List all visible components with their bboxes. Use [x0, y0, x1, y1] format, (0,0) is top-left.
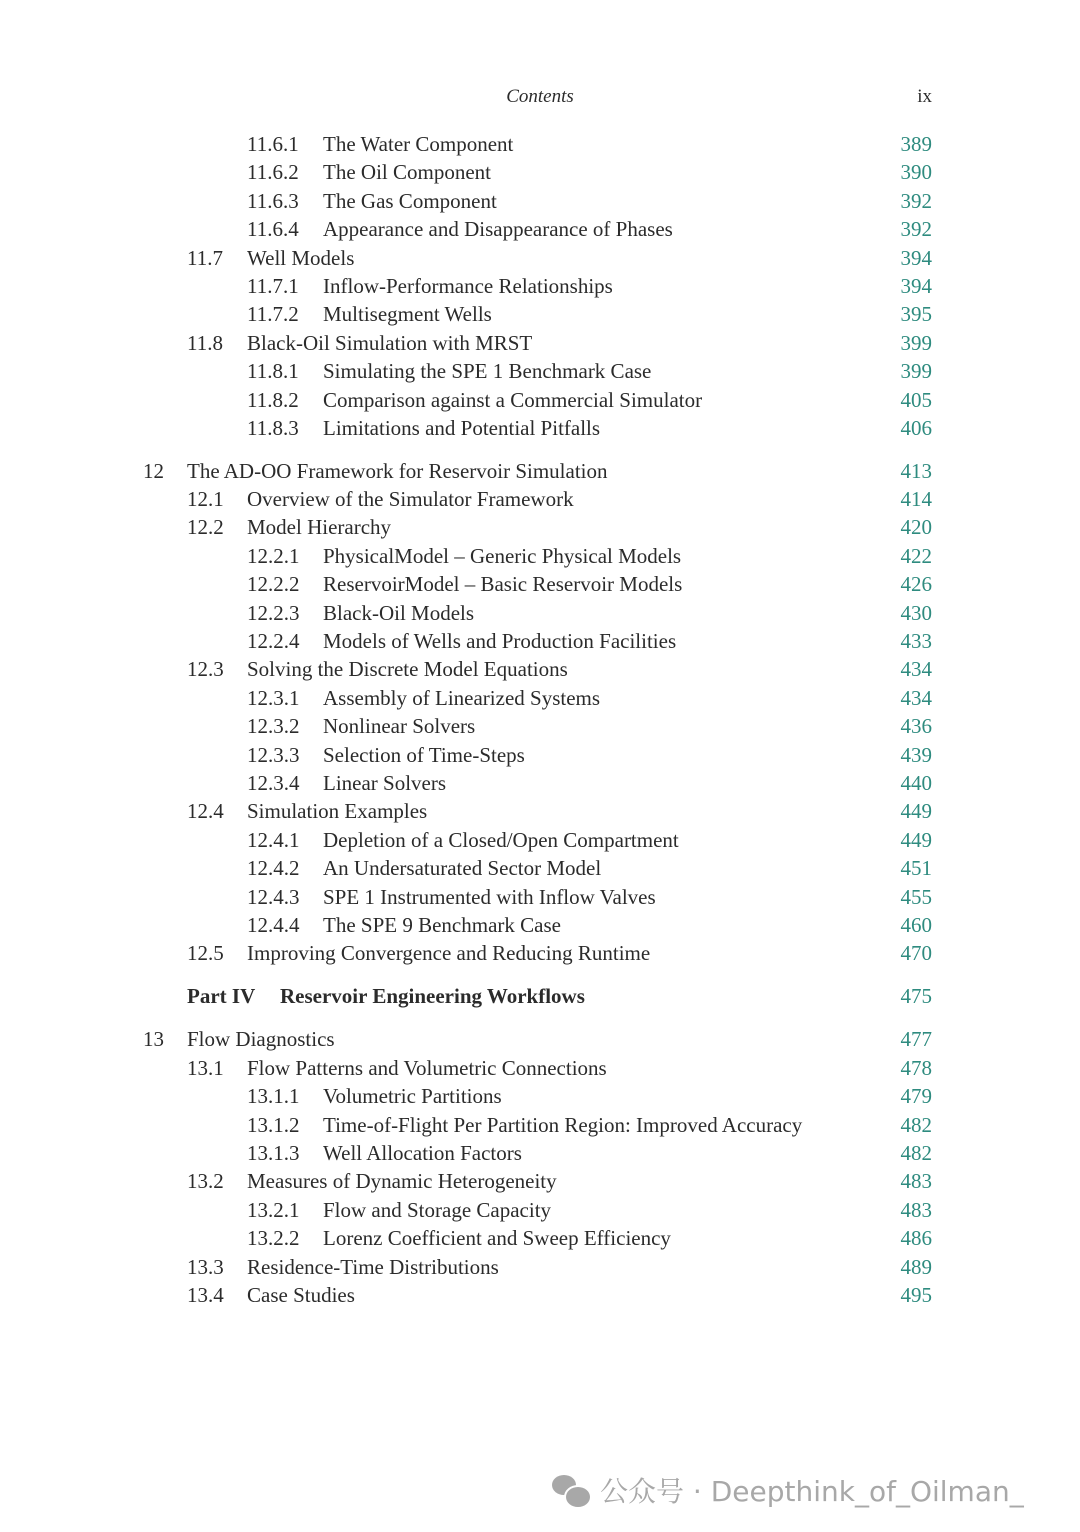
toc-section-entry[interactable]: [0, 187, 1080, 215]
toc-entry-page[interactable]: 486: [900, 1226, 932, 1251]
toc-entry-page[interactable]: 433: [900, 628, 932, 653]
toc-entry-page[interactable]: 394: [900, 245, 932, 270]
toc-section-entry[interactable]: [0, 300, 1080, 328]
toc-entry-num: 12.2.3: [247, 600, 300, 625]
toc-entry-title: Simulating the SPE 1 Benchmark Case: [323, 359, 652, 384]
watermark: [552, 1470, 1024, 1510]
toc-entry-num: 12.3.3: [247, 742, 300, 767]
toc-section-entry[interactable]: [0, 570, 1080, 598]
toc-entry-num: 13.2.2: [247, 1226, 300, 1251]
toc-entry-num: 12.4.4: [247, 912, 300, 937]
toc-entry-page[interactable]: 389: [900, 132, 932, 156]
toc-entry-title: The AD-OO Framework for Reservoir Simulation: [187, 458, 608, 483]
running-header-page-number: ix: [917, 86, 932, 107]
toc-entry-title: Depletion of a Closed/Open Compartment: [323, 827, 679, 852]
toc-section-entry[interactable]: [0, 215, 1080, 243]
toc-entry-title: Well Allocation Factors: [323, 1140, 522, 1165]
toc-entry-num: 11.7.2: [247, 302, 299, 327]
toc-entry-page[interactable]: 399: [900, 330, 932, 355]
toc-entry-num: 13.3: [187, 1254, 224, 1279]
toc-entry-num: 12.4.2: [247, 856, 300, 881]
toc-entry-title: The Gas Component: [323, 188, 497, 213]
toc-entry-title: Selection of Time-Steps: [323, 742, 525, 767]
toc-section-entry[interactable]: [0, 599, 1080, 627]
toc-entry-title: The SPE 9 Benchmark Case: [323, 912, 561, 937]
toc-entry-page[interactable]: 479: [900, 1084, 932, 1109]
toc-chapter-entry[interactable]: [0, 1025, 1080, 1053]
toc-entry-num: 12.4.1: [247, 827, 300, 852]
toc-entry-page[interactable]: 426: [900, 572, 932, 597]
toc-entry-page[interactable]: 434: [900, 685, 932, 710]
toc-section-entry[interactable]: [0, 627, 1080, 655]
toc-entry-title: Simulation Examples: [247, 799, 428, 824]
toc-section-entry[interactable]: [0, 386, 1080, 414]
toc-entry-page[interactable]: 483: [900, 1197, 932, 1222]
toc-section-entry[interactable]: [0, 158, 1080, 186]
toc-entry-page[interactable]: 392: [900, 217, 932, 242]
toc-entry-num: Part IV: [187, 983, 256, 1008]
toc-entry-title: Multisegment Wells: [323, 302, 492, 327]
toc-entry-num: 12.3: [187, 657, 224, 682]
toc-entry-title: Flow Patterns and Volumetric Connections: [247, 1055, 607, 1080]
toc-entry-page[interactable]: 414: [900, 486, 932, 511]
toc-part-entry[interactable]: [0, 982, 1080, 1010]
toc-entry-num: 13.2: [187, 1169, 224, 1194]
toc-entry-page[interactable]: 475: [900, 983, 932, 1008]
toc-section-entry[interactable]: [0, 883, 1080, 911]
toc-entry-page[interactable]: 455: [900, 884, 932, 909]
toc-entry-page[interactable]: 413: [900, 458, 932, 483]
toc-entry-title: Nonlinear Solvers: [323, 714, 476, 739]
toc-entry-title: Improving Convergence and Reducing Runtime: [247, 941, 651, 966]
toc-section-entry[interactable]: [0, 1111, 1080, 1139]
toc-entry-title: Solving the Discrete Model Equations: [247, 657, 568, 682]
toc-entry-num: 12.5: [187, 941, 224, 966]
toc-section-entry[interactable]: [0, 1054, 1080, 1082]
toc-entry-num: 12.3.4: [247, 770, 300, 795]
toc-section-entry[interactable]: [0, 826, 1080, 854]
toc-section-entry[interactable]: [0, 329, 1080, 357]
toc-entry-page[interactable]: 422: [900, 543, 932, 568]
toc-entry-title: PhysicalModel – Generic Physical Models: [323, 543, 682, 568]
toc-section-entry[interactable]: [0, 741, 1080, 769]
toc-entry-title: Model Hierarchy: [247, 515, 392, 540]
toc-entry-num: 12.2.4: [247, 628, 300, 653]
toc-entry-page[interactable]: 420: [900, 515, 932, 540]
toc-entry-num: 12.4: [187, 799, 224, 824]
toc-section-entry[interactable]: [0, 485, 1080, 513]
toc-entry-page[interactable]: 390: [900, 160, 932, 185]
toc-entry-page[interactable]: 489: [900, 1254, 932, 1279]
toc-entry-num: 13.1: [187, 1055, 224, 1080]
toc-entry-num: 11.6.4: [247, 217, 299, 242]
toc-entry-page[interactable]: 482: [900, 1112, 932, 1137]
toc-entry-num: 12.3.2: [247, 714, 300, 739]
toc-entry-title: Flow Diagnostics: [187, 1027, 335, 1052]
toc-entry-num: 12.2: [187, 515, 224, 540]
toc-entry-title: Linear Solvers: [323, 770, 447, 795]
toc-entry-title: Volumetric Partitions: [323, 1084, 502, 1109]
toc-entry-num: 11.7.1: [247, 274, 299, 298]
toc-entry-title: ReservoirModel – Basic Reservoir Models: [323, 572, 683, 597]
toc-entry-page[interactable]: 399: [900, 359, 932, 384]
toc-entry-page[interactable]: 482: [900, 1140, 932, 1165]
toc-entry-page[interactable]: 440: [900, 770, 932, 795]
toc-section-entry[interactable]: [0, 1253, 1080, 1281]
toc-section-entry[interactable]: [0, 272, 1080, 300]
toc-entry-title: Overview of the Simulator Framework: [247, 486, 574, 511]
toc-entry-num: 12: [143, 458, 164, 483]
toc-entry-num: 12.1: [187, 486, 224, 511]
toc-entry-title: Appearance and Disappearance of Phases: [323, 217, 673, 242]
toc-entry-num: 13.1.2: [247, 1112, 300, 1137]
toc-entry-title: Comparison against a Commercial Simulator: [323, 387, 703, 412]
toc-entry-page[interactable]: 405: [900, 387, 932, 412]
toc-entry-num: 11.6.1: [247, 132, 299, 156]
toc-section-entry[interactable]: [0, 1196, 1080, 1224]
toc-entry-title: Assembly of Linearized Systems: [323, 685, 601, 710]
toc-section-entry[interactable]: [0, 1139, 1080, 1167]
toc-entry-page[interactable]: 394: [900, 274, 932, 298]
watermark-text: 公众号 · Deepthink_of_Oilman_: [600, 1475, 1024, 1508]
toc-section-entry[interactable]: [0, 1281, 1080, 1309]
toc-entry-title: An Undersaturated Sector Model: [323, 856, 602, 881]
toc-entry-num: 12.2.2: [247, 572, 300, 597]
toc-entry-num: 12.3.1: [247, 685, 300, 710]
toc-section-entry[interactable]: [0, 414, 1080, 442]
wechat-icon: [552, 1473, 592, 1507]
toc-section-entry[interactable]: [0, 130, 1080, 158]
toc-entry-num: 11.8: [187, 330, 223, 355]
toc-section-entry[interactable]: [0, 357, 1080, 385]
toc-entry-num: 12.2.1: [247, 543, 300, 568]
toc-entry-title: The Water Component: [323, 132, 514, 156]
toc-entry-num: 13.1.1: [247, 1084, 300, 1109]
toc-entry-page[interactable]: 483: [900, 1169, 932, 1194]
toc-entry-page[interactable]: 477: [900, 1027, 932, 1052]
toc-entry-num: 11.6.3: [247, 188, 299, 213]
toc-entry-page[interactable]: 478: [900, 1055, 932, 1080]
toc-entry-page[interactable]: 430: [900, 600, 932, 625]
toc-section-entry[interactable]: [0, 513, 1080, 541]
toc-entry-title: Well Models: [247, 245, 355, 270]
toc-section-entry[interactable]: [0, 712, 1080, 740]
toc-entry-title: Black-Oil Models: [323, 600, 475, 625]
toc-entry-num: 13: [143, 1027, 164, 1052]
toc-entry-page[interactable]: 434: [900, 657, 932, 682]
toc-entry-page[interactable]: 495: [900, 1282, 932, 1307]
toc-section-entry[interactable]: [0, 854, 1080, 882]
toc-entry-num: 12.4.3: [247, 884, 300, 909]
toc-entry-num: 11.8.2: [247, 387, 299, 412]
toc-section-entry[interactable]: [0, 684, 1080, 712]
toc-entry-page[interactable]: 460: [900, 912, 932, 937]
toc-entry-page[interactable]: 449: [900, 799, 932, 824]
toc-chapter-entry[interactable]: [0, 457, 1080, 485]
toc-entry-title: Inflow-Performance Relationships: [323, 274, 613, 298]
toc-entry-page[interactable]: 392: [900, 188, 932, 213]
toc-entry-title: The Oil Component: [323, 160, 491, 185]
toc-section-entry[interactable]: [0, 769, 1080, 797]
toc-entry-page[interactable]: 470: [900, 941, 932, 966]
toc-entry-title: Measures of Dynamic Heterogeneity: [247, 1169, 557, 1194]
toc-entry-title: Limitations and Potential Pitfalls: [323, 416, 601, 440]
toc-entry-title: Black-Oil Simulation with MRST: [247, 330, 533, 355]
toc-entry-num: 13.1.3: [247, 1140, 300, 1165]
toc-entry-page[interactable]: 436: [900, 714, 932, 739]
toc-entry-page[interactable]: 451: [900, 856, 932, 881]
toc-entry-title: Residence-Time Distributions: [247, 1254, 499, 1279]
toc-entry-title: Lorenz Coefficient and Sweep Efficiency: [323, 1226, 671, 1251]
toc-entry-num: 11.6.2: [247, 160, 299, 185]
toc-entry-page[interactable]: 439: [900, 742, 932, 767]
toc-entry-title: Flow and Storage Capacity: [323, 1197, 552, 1222]
toc-section-entry[interactable]: [0, 1167, 1080, 1195]
toc-entry-page[interactable]: 395: [900, 302, 932, 327]
toc-entry-page[interactable]: 449: [900, 827, 932, 852]
toc-entry-title: Reservoir Engineering Workflows: [280, 983, 585, 1008]
toc-entry-title: Case Studies: [247, 1282, 355, 1307]
toc-entry-num: 11.8.3: [247, 416, 299, 440]
toc-entry-num: 11.7: [187, 245, 223, 270]
toc-section-entry[interactable]: [0, 911, 1080, 939]
toc-section-entry[interactable]: [0, 244, 1080, 272]
toc-section-entry[interactable]: [0, 939, 1080, 967]
toc-entry-num: 13.4: [187, 1282, 224, 1307]
toc-entry-title: Models of Wells and Production Facilities: [323, 628, 677, 653]
toc-section-entry[interactable]: [0, 1224, 1080, 1252]
toc-entry-num: 11.8.1: [247, 359, 299, 384]
toc-entry-title: Time-of-Flight Per Partition Region: Improved Accuracy: [323, 1112, 803, 1137]
toc-section-entry[interactable]: [0, 1082, 1080, 1110]
running-header-title: Contents: [506, 86, 574, 107]
toc-section-entry[interactable]: [0, 542, 1080, 570]
toc-section-entry[interactable]: [0, 655, 1080, 683]
toc-entry-page[interactable]: 406: [900, 416, 932, 440]
toc-entry-title: SPE 1 Instrumented with Inflow Valves: [323, 884, 656, 909]
toc-section-entry[interactable]: [0, 797, 1080, 825]
toc-entry-num: 13.2.1: [247, 1197, 300, 1222]
